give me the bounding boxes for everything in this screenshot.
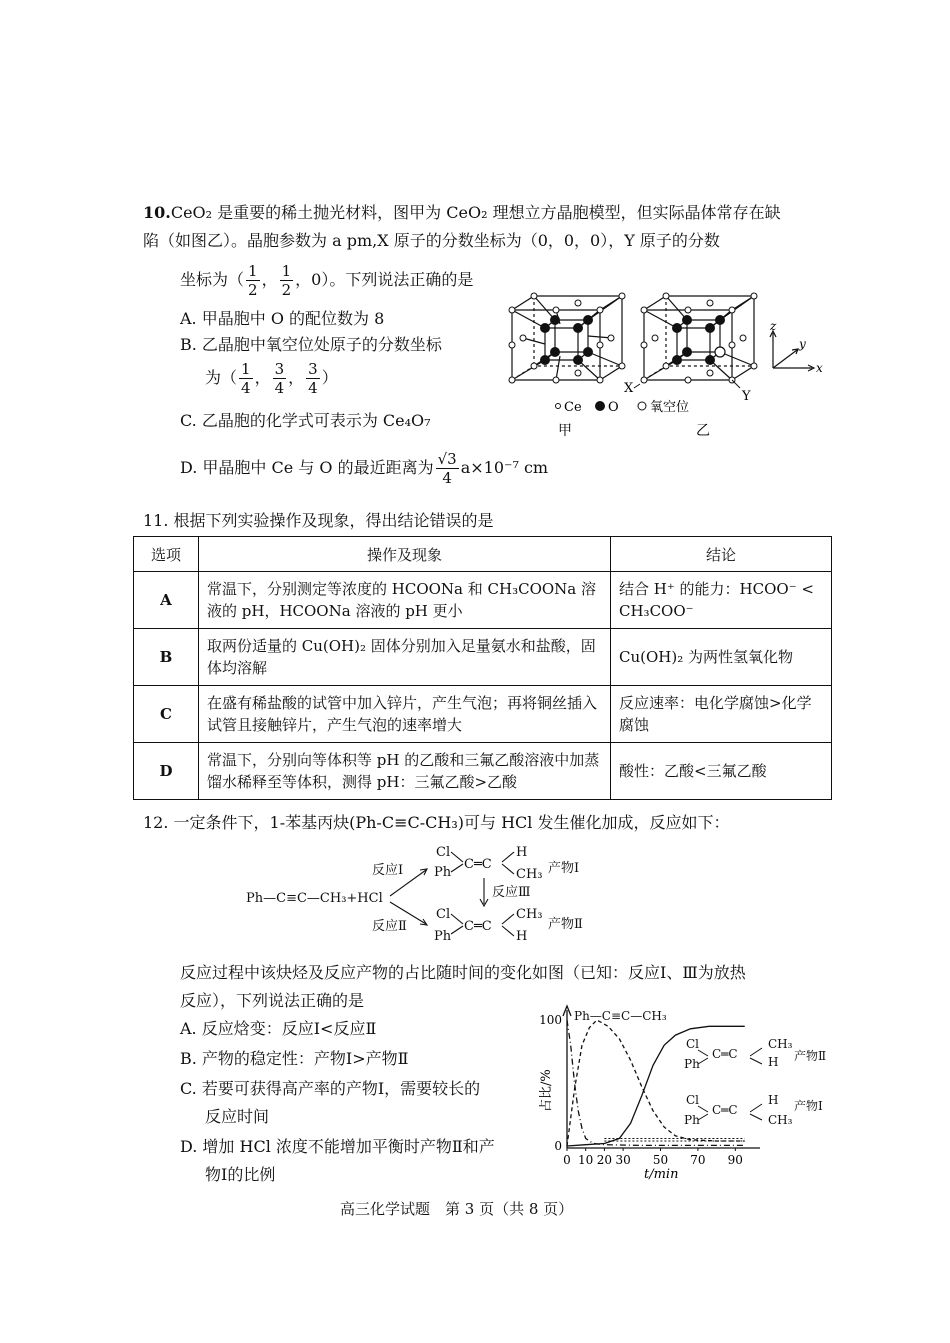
label-cc: C═C (712, 1047, 738, 1061)
table-header: 选项 (134, 537, 199, 572)
legend-o: O (608, 400, 619, 415)
table-cell-conclusion: 反应速率：电化学腐蚀>化学腐蚀 (611, 686, 832, 743)
q10-line3-suffix: ）。下列说法正确的是 (321, 270, 474, 289)
reaction-2-label: 反应Ⅱ (372, 919, 407, 934)
legend-vacancy: 氧空位 (650, 400, 690, 415)
axis-x-label: x (816, 361, 823, 375)
table-cell-option: D (134, 743, 199, 800)
table-header-row (134, 537, 832, 572)
q12-option-b: B. 产物的稳定性：产物Ⅰ>产物Ⅱ (180, 1049, 409, 1068)
p1-cl: Cl (436, 845, 451, 860)
table-header: 结论 (611, 537, 832, 572)
reaction-1-label: 反应Ⅰ (372, 863, 404, 878)
q10-line1 (143, 202, 781, 224)
p2-h: H (516, 929, 528, 944)
table-cell-option: A (134, 572, 199, 629)
table-cell-conclusion: Cu(OH)₂ 为两性氢氧化物 (611, 629, 832, 686)
page-footer: 高三化学试题 第 3 页（共 8 页） (340, 1200, 574, 1218)
table-row (134, 743, 832, 800)
label-h: H (768, 1055, 779, 1069)
q12-option-c: C. 若要可获得高产率的产物Ⅰ，需要较长的 (180, 1079, 481, 1098)
reaction-3-label: 反应Ⅲ (492, 885, 531, 900)
x-tick-label: 0 (563, 1153, 571, 1167)
reactant: Ph—C≡C—CH₃+HCl (246, 891, 383, 906)
q10-line1-text: CeO₂ 是重要的稀土抛光材料，图甲为 CeO₂ 理想立方晶胞模型，但实际晶体常存在缺 (170, 203, 781, 222)
q10-option-b-coords: 为（ $\frac{1}{4}$ ， $\frac{3}{4}$ ， $\frac{3}{4}$ ） (205, 360, 338, 397)
time-fraction-chart (522, 1000, 852, 1190)
q11-table (133, 536, 832, 800)
table-cell-conclusion: 酸性：乙酸<三氟乙酸 (611, 743, 832, 800)
atom-x-label: X (624, 381, 634, 396)
x-tick-label: 10 (578, 1153, 594, 1167)
fraction: $\frac{3}{4}$ (308, 360, 318, 397)
p2-cc: C═C (464, 919, 492, 934)
label-ph: Ph (684, 1057, 700, 1071)
q12-option-d-cont: 物Ⅰ的比例 (205, 1165, 276, 1184)
label-ch3: CH₃ (768, 1037, 793, 1051)
q12-option-c-cont: 反应时间 (205, 1107, 270, 1126)
table-row (134, 572, 832, 629)
table-cell-operation: 常温下，分别向等体积等 pH 的乙酸和三氟乙酸溶液中加蒸馏水稀释至等体积，测得 pH：三氟乙酸>乙酸 (199, 743, 611, 800)
table-cell-option: B (134, 629, 199, 686)
x-tick-label: 50 (652, 1153, 669, 1167)
q10-option-a: A. 甲晶胞中 O 的配位数为 8 (180, 309, 385, 328)
q10-option-c: C. 乙晶胞的化学式可表示为 Ce₄O₇ (180, 411, 431, 430)
table-row (134, 686, 832, 743)
y-tick-label: 100 (539, 1013, 562, 1027)
label-cc-2: C═C (712, 1103, 738, 1117)
x-tick-label: 70 (690, 1153, 706, 1167)
fraction: $\frac{3}{4}$ (274, 360, 285, 397)
legend-ce: Ce (564, 400, 582, 415)
axes-icon (770, 331, 814, 371)
q10-option-b: B. 乙晶胞中氧空位处原子的分数坐标 (180, 335, 442, 354)
p1-h: H (516, 845, 528, 860)
table-cell-option: C (134, 686, 199, 743)
y-axis-label: 占比/% (539, 1069, 554, 1112)
p1-ch3: CH₃ (516, 867, 543, 882)
p2-ph: Ph (434, 929, 452, 944)
label-cl-2: Cl (686, 1093, 700, 1107)
x-axis-label: t/min (644, 1167, 679, 1182)
reaction-scheme (240, 838, 620, 950)
series-line-0 (567, 1020, 745, 1145)
fraction: $\frac{1}{2}$ (248, 262, 258, 299)
label-h-2: H (768, 1093, 779, 1107)
series-line-2 (567, 1026, 745, 1146)
q11-stem: 11. 根据下列实验操作及现象，得出结论错误的是 (143, 511, 494, 530)
label-jia: 甲 (558, 423, 572, 439)
table-header: 操作及现象 (199, 537, 611, 572)
table-cell-operation: 常温下，分别测定等浓度的 HCOONa 和 CH₃COONa 溶液的 pH，HCOONa 溶液的 pH 更小 (199, 572, 611, 629)
x-tick-label: 30 (615, 1153, 631, 1167)
table-row (134, 629, 832, 686)
cell-yi (644, 296, 754, 380)
q12-option-a: A. 反应焓变：反应Ⅰ<反应Ⅱ (180, 1019, 377, 1038)
crystal-cells-figure (500, 288, 830, 448)
series-label-p2: 产物Ⅱ (794, 1049, 827, 1063)
p2-ch3: CH₃ (516, 907, 543, 922)
q12-line2: 反应），下列说法正确的是 (180, 991, 365, 1010)
series-label-p1: 产物Ⅰ (794, 1099, 823, 1113)
axis-y-label: y (799, 337, 806, 351)
label-cl: Cl (686, 1037, 700, 1051)
q12-stem: 12. 一定条件下，1-苯基丙炔(Ph-C≡C-CH₃)可与 HCl 发生催化加成，反应如下： (143, 813, 730, 832)
y-tick-label: 0 (554, 1139, 562, 1153)
table-cell-operation: 在盛有稀盐酸的试管中加入锌片，产生气泡；再将铜丝插入试管且接触锌片，产生气泡的速率增大 (199, 686, 611, 743)
q10-line3-prefix: 坐标为（ (180, 270, 245, 289)
series-label-reactant: Ph—C≡C—CH₃ (574, 1009, 667, 1023)
product-1-label: 产物Ⅰ (548, 861, 580, 876)
axis-z-label: z (770, 319, 777, 333)
fraction: $\frac{√3}{4}$ (437, 450, 457, 487)
x-tick-label: 20 (596, 1153, 613, 1167)
q10-option-d: D. 甲晶胞中 Ce 与 O 的最近距离为 $\frac{√3}{4}$ a×10⁻⁷ cm (180, 450, 549, 487)
p1-ph: Ph (434, 865, 452, 880)
table-cell-conclusion: 结合 H⁺ 的能力：HCOO⁻ < CH₃COO⁻ (611, 572, 832, 629)
q12-line1: 反应过程中该炔烃及反应产物的占比随时间的变化如图（已知：反应Ⅰ、Ⅲ为放热 (180, 963, 746, 982)
product-2-label: 产物Ⅱ (548, 917, 583, 932)
q10-number: 10. (143, 203, 171, 222)
q12-option-d: D. 增加 HCl 浓度不能增加平衡时产物Ⅱ和产 (180, 1137, 495, 1156)
table-cell-operation: 取两份适量的 Cu(OH)₂ 固体分别加入足量氨水和盐酸，固体均溶解 (199, 629, 611, 686)
fraction: $\frac{1}{4}$ (241, 360, 251, 397)
q10-line3: 坐标为（ $\frac{1}{2}$ ， $\frac{1}{2}$ ，0）。下列说法正确的是 (180, 262, 474, 299)
p1-cc: C═C (464, 857, 492, 872)
o-legend-icon (595, 401, 605, 411)
atom-y-label: Y (742, 389, 751, 404)
x-tick-label: 90 (727, 1153, 743, 1167)
series-line-1 (567, 1020, 745, 1146)
label-yi: 乙 (696, 423, 710, 439)
fraction: $\frac{1}{2}$ (281, 262, 292, 299)
p2-cl: Cl (436, 907, 451, 922)
ce-legend-icon (556, 404, 561, 409)
cell-jia (512, 296, 622, 380)
vacancy-legend-icon (638, 402, 646, 410)
q10-line2: 陷（如图乙）。晶胞参数为 a pm,X 原子的分数坐标为（0，0，0），Y 原子的分数 (143, 231, 720, 250)
label-ch3-2: CH₃ (768, 1113, 793, 1127)
label-ph-2: Ph (684, 1113, 700, 1127)
